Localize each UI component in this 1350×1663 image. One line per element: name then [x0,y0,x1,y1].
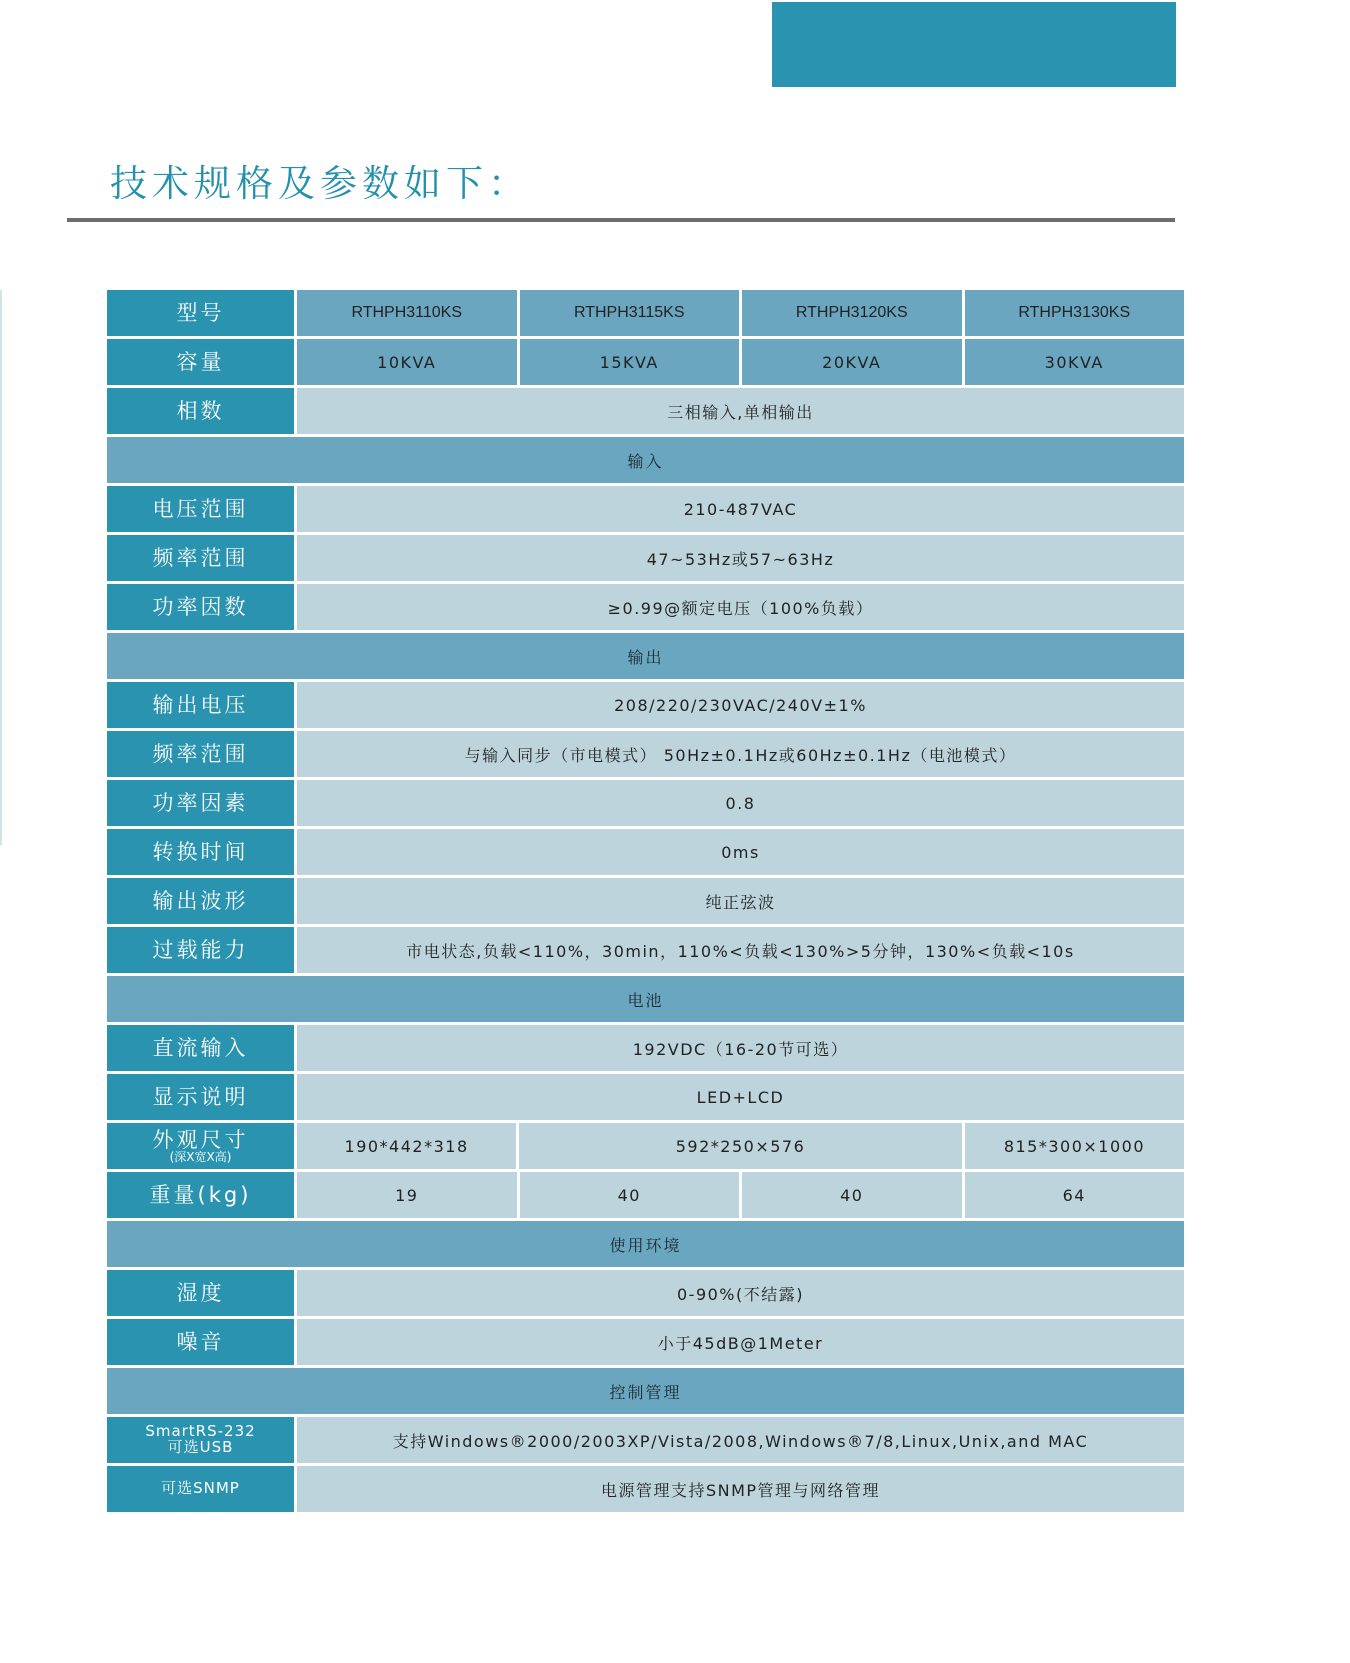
row-label [107,1417,294,1463]
dimension-cell: 592*250×576 [519,1123,962,1169]
row-input-power-factor [107,584,1184,630]
row-label: 型号 [107,290,294,336]
row-humidity [107,1270,1184,1316]
weight-cell: 19 [297,1172,517,1218]
section-output [107,633,1184,679]
row-capacity [107,339,1184,385]
row-overload [107,927,1184,973]
capacity-cells [297,339,1184,385]
dimension-cell: 190*442*318 [297,1123,516,1169]
weight-cell: 40 [520,1172,740,1218]
model-cell: RTHPH3120KS [742,290,962,336]
row-label: 频率范围 [107,731,294,777]
row-label [107,1123,294,1169]
row-output-frequency [107,731,1184,777]
row-dc-input [107,1025,1184,1071]
row-dimensions [107,1123,1184,1169]
row-value: 0ms [297,829,1184,875]
weight-cells [297,1172,1184,1218]
row-value: 三相输入,单相输出 [297,388,1184,434]
row-transfer-time [107,829,1184,875]
row-value: 0.8 [297,780,1184,826]
rs232-label: SmartRS-232 [145,1422,256,1441]
page-title: 技术规格及参数如下： [110,162,530,205]
row-snmp [107,1466,1184,1512]
row-label: 显示说明 [107,1074,294,1120]
row-phase [107,388,1184,434]
row-noise [107,1319,1184,1365]
section-input [107,437,1184,483]
row-label: 功率因数 [107,584,294,630]
section-header: 电池 [107,976,1184,1022]
row-label: 频率范围 [107,535,294,581]
row-label: 湿度 [107,1270,294,1316]
row-label: 转换时间 [107,829,294,875]
row-label: 重量(kg) [107,1172,294,1218]
row-label: 输出电压 [107,682,294,728]
capacity-cell: 10KVA [297,339,517,385]
row-label: 可选SNMP [107,1466,294,1512]
section-header: 输入 [107,437,1184,483]
row-value: 支持Windows®2000/2003XP/Vista/2008,Windows®7/8,Linux,Unix,and MAC [297,1417,1184,1463]
section-control [107,1368,1184,1414]
row-rs232 [107,1417,1184,1463]
row-display [107,1074,1184,1120]
capacity-cell: 20KVA [742,339,962,385]
header-color-block [772,2,1176,87]
title-underline [67,218,1175,222]
row-value: 小于45dB@1Meter [297,1319,1184,1365]
weight-cell: 64 [965,1172,1185,1218]
row-weight [107,1172,1184,1218]
row-waveform [107,878,1184,924]
section-header: 输出 [107,633,1184,679]
row-input-voltage [107,486,1184,532]
row-value: 47~53Hz或57~63Hz [297,535,1184,581]
row-value: 192VDC（16-20节可选） [297,1025,1184,1071]
capacity-cell: 15KVA [520,339,740,385]
row-model [107,290,1184,336]
row-value: 电源管理支持SNMP管理与网络管理 [297,1466,1184,1512]
row-label: 直流输入 [107,1025,294,1071]
row-value: ≥0.99@额定电压（100%负载） [297,584,1184,630]
row-value: LED+LCD [297,1074,1184,1120]
row-value: 0-90%(不结露) [297,1270,1184,1316]
row-label: 输出波形 [107,878,294,924]
weight-cell: 40 [742,1172,962,1218]
dimension-cells [297,1123,1184,1169]
dimension-sublabel: (深X宽X高) [169,1149,232,1164]
row-value: 市电状态,负载<110%，30min，110%<负载<130%>5分钟，130%<负载<10s [297,927,1184,973]
usb-label: 可选USB [167,1438,234,1456]
row-label: 功率因素 [107,780,294,826]
model-cell: RTHPH3110KS [297,290,517,336]
model-cell: RTHPH3130KS [965,290,1185,336]
section-header: 控制管理 [107,1368,1184,1414]
row-value: 208/220/230VAC/240V±1% [297,682,1184,728]
capacity-cell: 30KVA [965,339,1185,385]
section-battery [107,976,1184,1022]
dimension-label: 外观尺寸 [152,1127,249,1152]
row-label: 过载能力 [107,927,294,973]
row-value: 纯正弦波 [297,878,1184,924]
row-output-voltage [107,682,1184,728]
row-output-power-factor [107,780,1184,826]
dimension-cell: 815*300×1000 [965,1123,1184,1169]
row-label: 噪音 [107,1319,294,1365]
row-label: 相数 [107,388,294,434]
section-environment [107,1221,1184,1267]
row-label: 容量 [107,339,294,385]
row-label: 电压范围 [107,486,294,532]
model-cell: RTHPH3115KS [520,290,740,336]
model-cells [297,290,1184,336]
left-edge-line [0,290,2,845]
row-value: 210-487VAC [297,486,1184,532]
section-header: 使用环境 [107,1221,1184,1267]
row-input-frequency [107,535,1184,581]
row-value: 与输入同步（市电模式） 50Hz±0.1Hz或60Hz±0.1Hz（电池模式） [297,731,1184,777]
